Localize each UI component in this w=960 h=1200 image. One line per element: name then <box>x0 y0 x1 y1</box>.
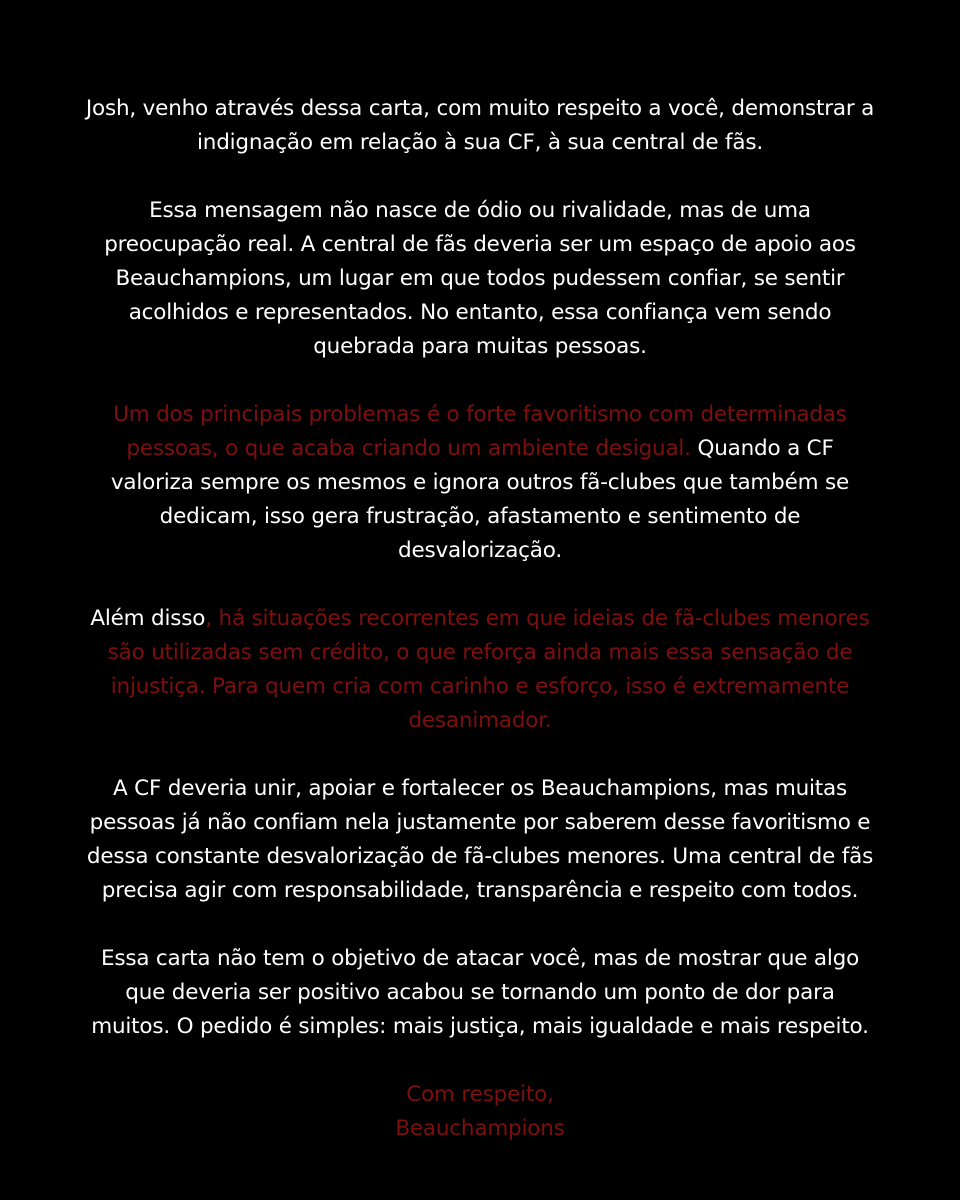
paragraph-favoritism <box>40 398 920 568</box>
text-line: precisa agir com responsabilidade, transparência e respeito com todos. <box>101 878 859 903</box>
text-line: dedicam, isso gera frustração, afastamento e sentimento de <box>159 504 801 529</box>
text-line: pessoas já não confiam nela justamente por saberem desse favoritismo e <box>89 810 871 835</box>
highlighted-text-line: são utilizadas sem crédito, o que reforça ainda mais essa sensação de <box>107 640 853 665</box>
text-line: indignação em relação à sua CF, à sua central de fãs. <box>197 130 763 155</box>
highlighted-text-line: Um dos principais problemas é o forte favoritismo com determinadas <box>113 402 847 427</box>
plain-text: Quando a CF <box>690 436 834 461</box>
highlighted-text: pessoas, o que acaba criando um ambiente desigual. <box>126 436 691 461</box>
signature-name: Beauchampions <box>395 1116 565 1141</box>
plain-text: Além disso <box>90 606 206 631</box>
text-line: que deveria ser positivo acabou se tornando um ponto de dor para <box>125 980 835 1005</box>
mixed-text-line <box>40 602 920 636</box>
paragraph-credit <box>40 602 920 738</box>
text-line: desvalorização. <box>398 538 562 563</box>
text-line: A CF deveria unir, apoiar e fortalecer os Beauchampions, mas muitas <box>113 776 847 801</box>
paragraph-closing <box>40 942 920 1044</box>
signature-closing: Com respeito, <box>406 1082 554 1107</box>
signature <box>40 1078 920 1146</box>
text-line: muitos. O pedido é simples: mais justiça, mais igualdade e mais respeito. <box>91 1014 869 1039</box>
text-line: preocupação real. A central de fãs deveria ser um espaço de apoio aos <box>104 232 856 257</box>
text-line: acolhidos e representados. No entanto, essa confiança vem sendo <box>128 300 832 325</box>
text-line: Essa mensagem não nasce de ódio ou rivalidade, mas de uma <box>149 198 811 223</box>
text-line: quebrada para muitas pessoas. <box>313 334 647 359</box>
highlighted-text-line: injustiça. Para quem cria com carinho e esforço, isso é extremamente <box>110 674 850 699</box>
text-line: dessa constante desvalorização de fã-clubes menores. Uma central de fãs <box>86 844 874 869</box>
highlighted-text: , há situações recorrentes em que ideias de fã-clubes menores <box>205 606 870 631</box>
paragraph-concern <box>40 194 920 364</box>
text-line: valoriza sempre os mesmos e ignora outros fã-clubes que também se <box>110 470 850 495</box>
text-line: Essa carta não tem o objetivo de atacar você, mas de mostrar que algo <box>100 946 860 971</box>
paragraph-cf-role <box>40 772 920 908</box>
text-line: Beauchampions, um lugar em que todos pudessem confiar, se sentir <box>115 266 845 291</box>
text-line: Josh, venho através dessa carta, com muito respeito a você, demonstrar a <box>85 96 875 121</box>
highlighted-text-line: desanimador. <box>408 708 552 733</box>
letter-body <box>40 92 920 1146</box>
mixed-text-line <box>40 432 920 466</box>
paragraph-greeting <box>40 92 920 160</box>
